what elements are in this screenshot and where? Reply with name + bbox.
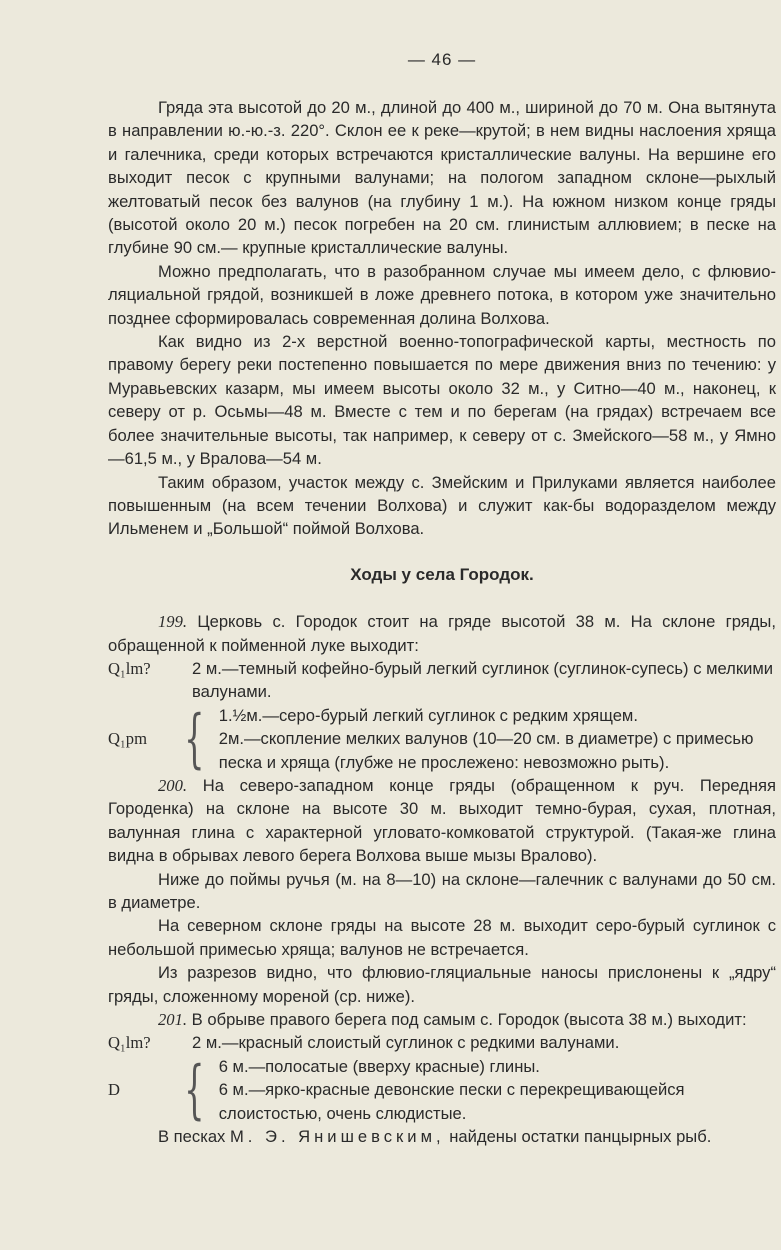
- layer-label: D: [108, 1080, 120, 1100]
- paragraph: [108, 1125, 776, 1148]
- section-heading: Ходы у села Городок.: [350, 564, 534, 584]
- body-text: [108, 96, 776, 1148]
- paragraph-text: Церковь с. Городок стоит на гряде высотой 38 м. На склоне гряды, обращенной к пойменной луке выходит:: [108, 612, 776, 655]
- page: [108, 0, 776, 1250]
- paragraph: Ниже до поймы ручья (м. на 8—10) на склоне—галечник с валунами до 50 см. в диаметре.: [108, 869, 776, 912]
- layer-lines: [219, 1055, 776, 1125]
- layer-row: [108, 1031, 776, 1054]
- section-number: 200.: [158, 775, 188, 795]
- layer-group: [108, 701, 776, 776]
- layer-text: 2 м.—темный кофейно-бурый легкий суглинок (суглинок-супесь) с мелкими валунами.: [192, 658, 774, 702]
- layer-lines: [219, 704, 776, 774]
- author-name: М. Э. Янишевским,: [229, 1127, 445, 1147]
- paragraph-199: [108, 610, 776, 657]
- paragraph-text: найдены остатки панцырных рыб.: [449, 1127, 712, 1147]
- layer-text: 2 м.—красный слоистый суглинок с редкими валунами.: [192, 1033, 620, 1053]
- paragraph: Как видно из 2-х верстной военно-топографической карты, местность по правому берегу реки постепенно повышается по мере движения вниз по течению: у Муравьевских казарм, мы имеем высоты около 32 м., у Ситно—40 м., наконец, к северу от р. Осьмы—48 м. Вместе с тем и по берегам (на грядах) встречаем все более значительные высоты, так например, к северу от с. Змейского—58 м., у Ямно—61,5 м., у Вралова—54 м.: [108, 332, 776, 469]
- layer-label: Q₁pm: [108, 729, 147, 749]
- layer-text: 1.½м.—серо-бурый легкий суглинок с редким хрящем.: [218, 705, 638, 725]
- paragraph: Можно предполагать, что в разобранном случае мы имеем дело, с флювио-ляциальной грядой, возникшей в ложе древнего потока, в котором уже значительно позднее сформировалась современная долина Волхова.: [108, 261, 776, 328]
- paragraph-200: [108, 774, 776, 868]
- paragraph-text: В песках: [158, 1127, 226, 1147]
- paragraph-text: На северо-западном конце гряды (обращенном к руч. Передняя Городенка) на склоне на высоте 30 м. выходит темно-бурая, сухая, плотная, валунная глина с характерной угловато-комковатой структурой. (Такая-же глина видна в обрывах левого берега Волхова выше мызы Вралово).: [108, 775, 776, 866]
- layer-label: Q₁lm?: [108, 658, 151, 678]
- paragraph: На северном склоне гряды на высоте 28 м. выходит серо-бурый суглинок с небольшой примесью хряща; валунов не встречается.: [108, 916, 776, 959]
- paragraph: Таким образом, участок между с. Змейским и Прилуками является наиболее повышенным (на всем течении Волхова) и служит как-бы водоразделом между Ильменем и „Большой“ поймой Волхова.: [108, 472, 776, 539]
- layer-text: 2м.—скопление мелких валунов (10—20 см. в диаметре) с примесью песка и хряща (глубже не прослежено: невозможно рыть).: [218, 729, 754, 772]
- layer-text: 6 м.—полосатые (вверху красные) глины.: [218, 1056, 540, 1076]
- paragraph: Из разрезов видно, что флювио-гляциальные наносы прислонены к „ядру“ гряды, сложенному мореной (ср. ниже).: [108, 963, 776, 1006]
- layer-group: [108, 1052, 776, 1127]
- section-number: 201.: [158, 1010, 188, 1030]
- paragraph-201: [108, 1008, 776, 1031]
- paragraph: Гряда эта высотой до 20 м., длиной до 400 м., шириной до 70 м. Она вытянута в направлении ю.-ю.-з. 220°. Склон ее к реке—крутой; в нем видны наслоения хряща и галечника, среди которых встречаются кристаллические валуны. На вершине его выходит песок с крупными валунами; на пологом западном склоне—рыхлый желтоватый песок без валунов (на глубину 1 м.). На южном низком конце гряды (высотой около 20 м.) песок погребен на 20 см. глинистым аллювием; в песке на глубине 90 см.— крупные кристаллические валуны.: [108, 98, 776, 258]
- brace-icon: {: [184, 1052, 205, 1127]
- brace-icon: {: [184, 701, 205, 776]
- layer-text: 6 м.—ярко-красные девонские пески с перекрещивающейся слоистостью, очень слюдистые.: [218, 1080, 685, 1123]
- section-number: 199.: [158, 612, 188, 632]
- layer-row: [108, 657, 776, 704]
- paragraph-text: В обрыве правого берега под самым с. Городок (высота 38 м.) выходит:: [191, 1010, 747, 1030]
- layer-label: Q₁lm?: [108, 1033, 151, 1053]
- page-number: — 46 —: [407, 50, 477, 69]
